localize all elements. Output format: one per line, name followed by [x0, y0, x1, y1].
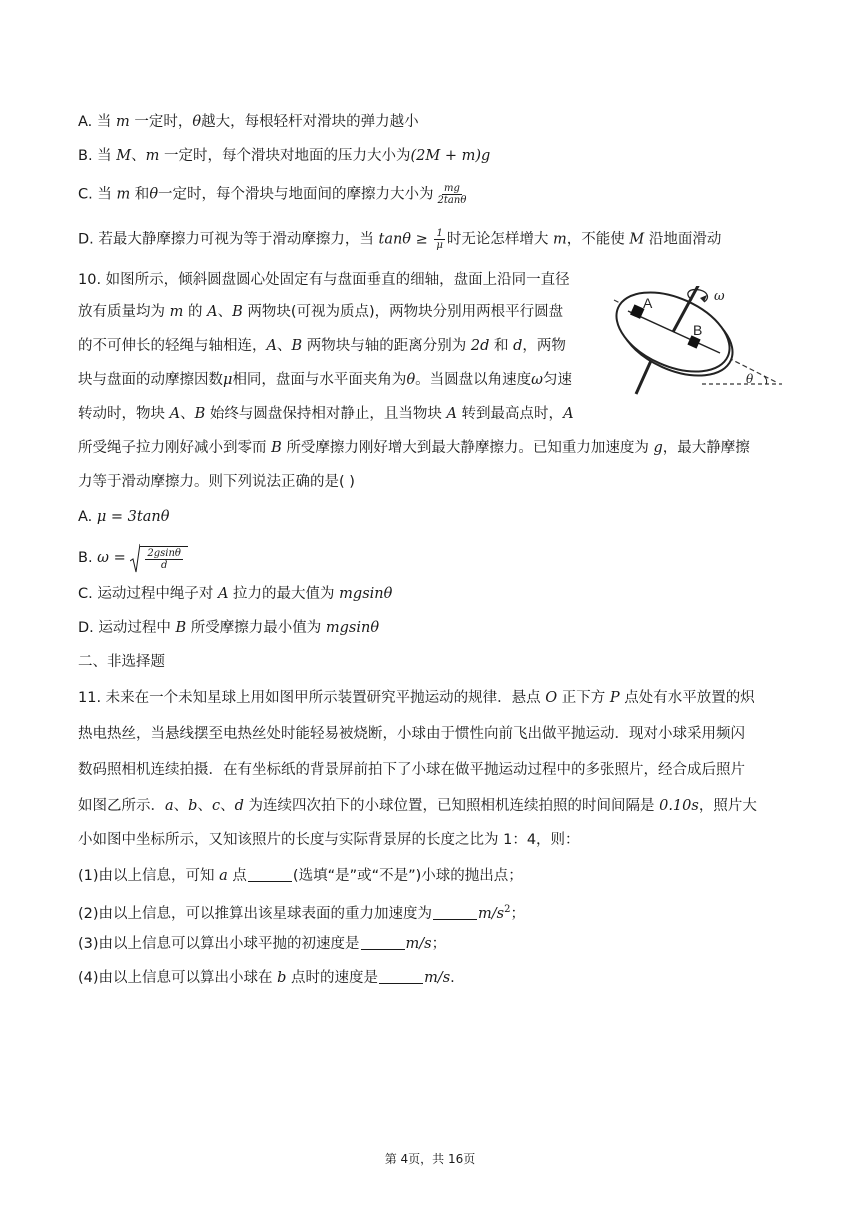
math: B — [194, 406, 206, 422]
text: (4)由以上信息可以算出小球在 — [78, 970, 278, 986]
math: O — [545, 690, 558, 706]
q10-option-a — [78, 507, 169, 527]
fraction-numerator: 2gsinθ — [147, 547, 181, 559]
math: mgsinθ — [325, 620, 380, 636]
text: C. 运动过程中绳子对 — [78, 586, 218, 602]
square-root — [130, 543, 188, 573]
math: c — [211, 798, 221, 814]
math: A — [266, 338, 277, 354]
text: (选填“是”或“不是”)小球的抛出点； — [292, 868, 523, 884]
text: 、 — [173, 798, 189, 814]
math: (2M + m)g — [410, 148, 491, 164]
fraction-denominator: μ — [436, 240, 443, 251]
text: B. — [78, 550, 98, 566]
text: 小如图中坐标所示，又知该照片的长度与实际背景屏的长度之比为 1：4，则： — [78, 832, 580, 848]
math: B — [175, 620, 187, 636]
text: 所受绳子拉力刚好减小到零而 — [78, 440, 272, 456]
text: (1)由以上信息，可知 — [78, 868, 220, 884]
section-heading — [78, 652, 165, 672]
text: 一定时，每个滑块与地面间的摩擦力大小为 — [158, 186, 434, 203]
text: 为连续四次拍下的小球位置，已知照相机连续拍照的时间间隔是 — [243, 798, 660, 814]
text: 拉力的最大值为 — [228, 586, 340, 602]
math: A — [169, 406, 181, 422]
q9-option-d — [78, 228, 721, 251]
text: C. 当 — [78, 186, 117, 203]
block-b-label: B — [693, 322, 703, 338]
text: B. 当 — [78, 148, 117, 164]
unit: m/s — [424, 970, 451, 986]
q11-sub-4 — [78, 968, 455, 988]
math: B — [271, 440, 282, 456]
q10-stem-line-5 — [78, 404, 574, 424]
unit: m/s — [405, 936, 432, 952]
math: μ = 3tanθ — [96, 509, 170, 525]
q11-stem-line-2 — [78, 724, 745, 744]
text: D. 若最大静摩擦力可视为等于滑动摩擦力，当 — [78, 231, 379, 248]
text: 正下方 — [557, 690, 610, 706]
math: 0.10s — [659, 798, 699, 814]
text: 、 — [180, 406, 195, 422]
text: 、 — [197, 798, 212, 814]
math: M — [629, 231, 645, 248]
math: θ — [149, 186, 159, 203]
block-a-label: A — [643, 295, 653, 311]
text: ，两物 — [522, 338, 566, 354]
text: 两物块与轴的距离分别为 — [302, 338, 471, 354]
text: 、 — [217, 304, 233, 320]
math: θ — [406, 372, 416, 388]
text: 转到最高点时， — [456, 406, 564, 422]
page-number: 第 4页，共 16页 — [384, 1152, 476, 1166]
text: 一定时， — [129, 114, 193, 130]
fraction-denominator: d — [160, 559, 168, 571]
math: a — [219, 868, 228, 884]
q10-stem-line-4 — [78, 370, 572, 390]
math: B — [232, 304, 243, 320]
math: m — [169, 304, 184, 320]
text: 两物块(可视为质点)，两物块分别用两根平行圆盘 — [242, 304, 564, 320]
q11-stem-line-3 — [78, 760, 745, 780]
math: m — [116, 114, 130, 130]
q10-stem-line-2 — [78, 302, 563, 322]
text: 的 — [183, 304, 208, 320]
text: ，不能使 — [566, 231, 630, 248]
text: ，照片大 — [698, 798, 757, 814]
q10-stem-line-1 — [78, 270, 570, 290]
math: m — [116, 186, 131, 203]
unit: m/s — [478, 905, 505, 922]
math: 2d — [470, 338, 490, 354]
text: A. — [78, 509, 97, 525]
math: A — [207, 304, 218, 320]
text: 点时的速度是 — [286, 970, 379, 986]
text: A. 当 — [78, 114, 116, 130]
text: ； — [510, 905, 525, 922]
text: 热电热丝，当悬线摆至电热丝处时能轻易被烧断，小球由于惯性向前飞出做平抛运动．现对小球采用频闪 — [78, 726, 745, 742]
text: (2)由以上信息，可以推算出该星球表面的重力加速度为 — [78, 905, 433, 922]
q10-stem-line-3 — [78, 336, 566, 356]
q10-option-d — [78, 618, 379, 638]
answer-blank[interactable] — [361, 935, 405, 950]
fraction — [145, 548, 183, 571]
text: ，最大静摩擦 — [662, 440, 750, 456]
text: 转动时，物块 — [78, 406, 170, 422]
text: 放有质量均为 — [78, 304, 170, 320]
text: 所受摩擦力最小值为 — [186, 620, 326, 636]
q11-stem-line-5 — [78, 830, 580, 850]
text: . — [450, 970, 455, 986]
text: 数码照相机连续拍摄．在有坐标纸的背景屏前拍下了小球在做平抛运动过程中的多张照片，经合成后照片 — [78, 762, 745, 778]
q11-stem-line-4 — [78, 796, 757, 816]
math: mgsinθ — [339, 586, 393, 602]
text: 如图乙所示． — [78, 798, 165, 814]
text: 始终与圆盘保持相对静止，且当物块 — [205, 406, 447, 422]
q10-stem-line-7 — [78, 472, 355, 492]
q11-sub-2 — [78, 900, 525, 924]
text: 。当圆盘以角速度 — [415, 372, 532, 388]
text: 和 — [489, 338, 514, 354]
math: d — [234, 798, 244, 814]
text: 所受摩擦力刚好增大到最大静摩擦力。已知重力加速度为 — [281, 440, 654, 456]
page-footer — [0, 1150, 860, 1167]
text: 力等于滑动摩擦力。则下列说法正确的是( ) — [78, 474, 355, 490]
math: μ — [223, 372, 233, 388]
math: ω — [531, 372, 543, 388]
inclined-disc-figure — [596, 286, 786, 398]
unit-exponent: 2 — [504, 904, 511, 915]
section-title: 二、非选择题 — [78, 654, 165, 670]
text: 越大，每根轻杆对滑块的弹力越小 — [201, 114, 419, 130]
text: 相同，盘面与水平面夹角为 — [232, 372, 407, 388]
text: 和 — [130, 186, 150, 203]
math: ≥ — [411, 231, 433, 248]
text: 块与盘面的动摩擦因数 — [78, 372, 223, 388]
text: 、 — [131, 148, 146, 164]
text: ； — [431, 936, 447, 952]
text: 11. 未来在一个未知星球上用如图甲所示装置研究平抛运动的规律．悬点 — [78, 690, 546, 706]
fraction — [434, 228, 445, 251]
math: a — [165, 798, 174, 814]
text: 10. 如图所示，倾斜圆盘圆心处固定有与盘面垂直的细轴，盘面上沿同一直径 — [78, 272, 570, 288]
q11-sub-1 — [78, 866, 523, 886]
text: 沿地面滑动 — [644, 231, 722, 248]
math: d — [513, 338, 523, 354]
fraction — [436, 183, 469, 206]
text: (3)由以上信息可以算出小球平抛的初速度是 — [78, 936, 360, 952]
q11-sub-3 — [78, 934, 446, 954]
math: A — [446, 406, 457, 422]
answer-blank[interactable] — [433, 905, 477, 920]
text: 、 — [220, 798, 235, 814]
math: tanθ — [378, 231, 412, 248]
q9-option-b — [78, 146, 490, 166]
text: 点处有水平放置的炽 — [619, 690, 755, 706]
math: B — [291, 338, 303, 354]
fraction-numerator: mg — [444, 183, 460, 194]
fraction-numerator: 1 — [436, 228, 443, 239]
fraction-denominator: 2tanθ — [437, 195, 467, 206]
math: θ — [192, 114, 202, 130]
q9-option-a — [78, 112, 419, 132]
answer-blank[interactable] — [379, 969, 423, 984]
q10-option-c — [78, 584, 392, 604]
text: 点 — [227, 868, 247, 884]
text: D. 运动过程中 — [78, 620, 176, 636]
q9-option-c — [78, 183, 470, 206]
omega-label: ω — [714, 289, 725, 304]
text: 一定时，每个滑块对地面的压力大小为 — [159, 148, 411, 164]
math: M — [116, 148, 132, 164]
text: 时无论怎样增大 — [446, 231, 554, 248]
text: 、 — [276, 338, 292, 354]
text: 的不可伸长的轻绳与轴相连， — [78, 338, 267, 354]
math: g — [653, 440, 663, 456]
radical-sign-icon — [130, 543, 140, 573]
theta-label: θ — [746, 372, 754, 386]
math: A — [563, 406, 574, 422]
text: 匀速 — [543, 372, 572, 388]
q10-stem-line-6 — [78, 438, 750, 458]
math: P — [609, 690, 620, 706]
math: A — [217, 586, 229, 602]
math: b — [188, 798, 198, 814]
q10-option-b — [78, 543, 188, 573]
math: m — [145, 148, 160, 164]
math: b — [277, 970, 287, 986]
answer-blank[interactable] — [248, 867, 292, 882]
math: ω = — [97, 550, 131, 566]
q11-stem-line-1 — [78, 688, 755, 708]
math: m — [553, 231, 567, 248]
